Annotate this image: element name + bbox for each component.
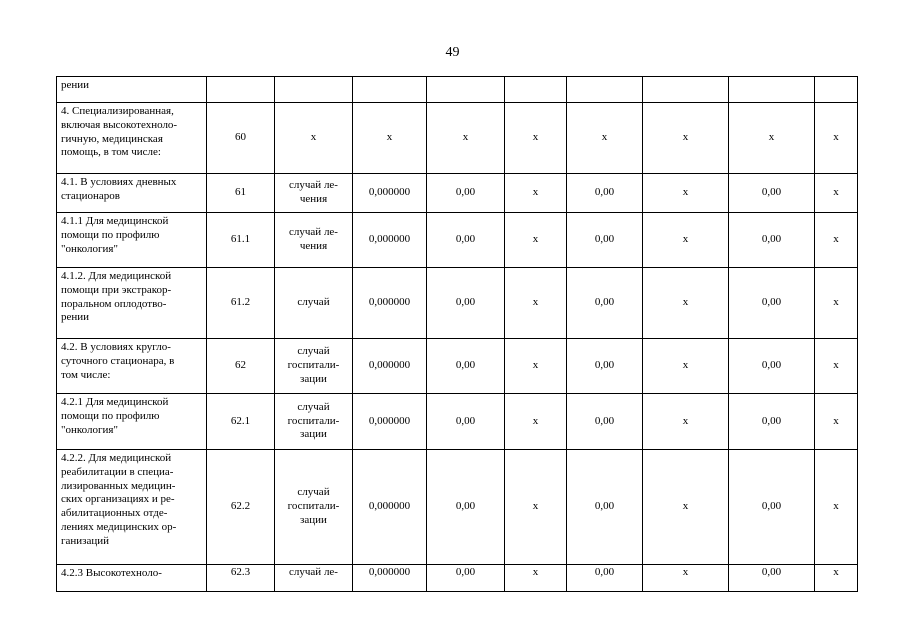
- cell: х: [815, 268, 858, 339]
- row-code: 62: [207, 339, 275, 394]
- row-code: 61: [207, 174, 275, 213]
- cell: 0,000000: [353, 394, 427, 450]
- cell: 0,00: [729, 174, 815, 213]
- row-label: рении: [57, 77, 207, 103]
- cell: х: [505, 450, 567, 565]
- cell: 0,000000: [353, 450, 427, 565]
- cell: х: [505, 339, 567, 394]
- cell: х: [505, 174, 567, 213]
- cell: 0,00: [567, 450, 643, 565]
- cell: 0,00: [729, 394, 815, 450]
- row-code: 62.3: [207, 565, 275, 592]
- cell: х: [729, 103, 815, 174]
- cell: 0,00: [567, 339, 643, 394]
- cell: 0,00: [729, 268, 815, 339]
- cell: х: [643, 394, 729, 450]
- row-unit: [275, 77, 353, 103]
- table-row: [57, 268, 858, 339]
- table-row: [57, 450, 858, 565]
- cell: х: [643, 174, 729, 213]
- cell: 0,00: [427, 268, 505, 339]
- cell: [643, 77, 729, 103]
- table-body: [57, 77, 858, 592]
- cell: [353, 77, 427, 103]
- cell: х: [643, 103, 729, 174]
- row-code: 61.1: [207, 213, 275, 268]
- row-unit: случай: [275, 268, 353, 339]
- row-label: 4.1.1 Для медицинской помощи по профилю "онкология": [57, 213, 207, 268]
- cell: 0,000000: [353, 213, 427, 268]
- cell: 0,00: [427, 213, 505, 268]
- cell: х: [815, 565, 858, 592]
- cell: х: [427, 103, 505, 174]
- table-row: [57, 213, 858, 268]
- cell: [427, 77, 505, 103]
- cell: х: [505, 268, 567, 339]
- row-unit: случай госпитали- зации: [275, 339, 353, 394]
- cell: 0,00: [427, 339, 505, 394]
- row-code: 62.1: [207, 394, 275, 450]
- row-label: 4. Специализированная, включая высокотехноло- гичную, медицинская помощь, в том числе:: [57, 103, 207, 174]
- table-row: [57, 174, 858, 213]
- row-label: 4.1. В условиях дневных стационаров: [57, 174, 207, 213]
- cell: 0,00: [427, 174, 505, 213]
- cell: х: [567, 103, 643, 174]
- cell: [729, 77, 815, 103]
- cell: х: [815, 213, 858, 268]
- cell: 0,00: [729, 339, 815, 394]
- table-row: [57, 103, 858, 174]
- cell: 0,00: [567, 174, 643, 213]
- cell: х: [815, 174, 858, 213]
- row-unit: х: [275, 103, 353, 174]
- cell: х: [643, 213, 729, 268]
- cell: 0,00: [567, 565, 643, 592]
- row-label: 4.2. В условиях кругло- суточного стационара, в том числе:: [57, 339, 207, 394]
- cell: 0,000000: [353, 268, 427, 339]
- row-code: 61.2: [207, 268, 275, 339]
- cell: 0,00: [427, 394, 505, 450]
- cell: 0,00: [729, 213, 815, 268]
- table-row: [57, 339, 858, 394]
- cell: 0,00: [567, 394, 643, 450]
- cell: х: [505, 565, 567, 592]
- cell: х: [505, 213, 567, 268]
- row-unit: случай госпитали- зации: [275, 394, 353, 450]
- cell: [505, 77, 567, 103]
- cell: х: [505, 394, 567, 450]
- table-row: [57, 394, 858, 450]
- row-unit: случай ле-: [275, 565, 353, 592]
- row-unit: случай ле- чения: [275, 174, 353, 213]
- cell: 0,00: [567, 213, 643, 268]
- row-code: [207, 77, 275, 103]
- cell: 0,000000: [353, 174, 427, 213]
- cell: [567, 77, 643, 103]
- table-row: [57, 77, 858, 103]
- cell: х: [505, 103, 567, 174]
- cell: 0,00: [427, 565, 505, 592]
- table-row: [57, 565, 858, 592]
- cell: х: [643, 565, 729, 592]
- cell: 0,000000: [353, 565, 427, 592]
- row-label: 4.2.3 Высокотехноло-: [57, 565, 207, 592]
- row-label: 4.2.1 Для медицинской помощи по профилю "онкология": [57, 394, 207, 450]
- page-number: 49: [445, 45, 460, 60]
- row-unit: случай госпитали- зации: [275, 450, 353, 565]
- row-label: 4.1.2. Для медицинской помощи при экстракор- поральном оплодотво- рении: [57, 268, 207, 339]
- cell: х: [815, 103, 858, 174]
- cell: х: [643, 339, 729, 394]
- cell: х: [643, 450, 729, 565]
- row-label: 4.2.2. Для медицинской реабилитации в специа- лизированных медицин- ских организациях и ре- абилитационных отде- лениях медицинских ор- ганизаций: [57, 450, 207, 565]
- cell: 0,00: [567, 268, 643, 339]
- cell: [815, 77, 858, 103]
- cell: х: [815, 450, 858, 565]
- cell: 0,00: [729, 450, 815, 565]
- cell: х: [815, 339, 858, 394]
- row-code: 62.2: [207, 450, 275, 565]
- cell: 0,000000: [353, 339, 427, 394]
- row-unit: случай ле- чения: [275, 213, 353, 268]
- cell: х: [643, 268, 729, 339]
- cell: 0,00: [729, 565, 815, 592]
- cell: 0,00: [427, 450, 505, 565]
- cell: х: [353, 103, 427, 174]
- row-code: 60: [207, 103, 275, 174]
- data-table: [56, 76, 858, 592]
- cell: х: [815, 394, 858, 450]
